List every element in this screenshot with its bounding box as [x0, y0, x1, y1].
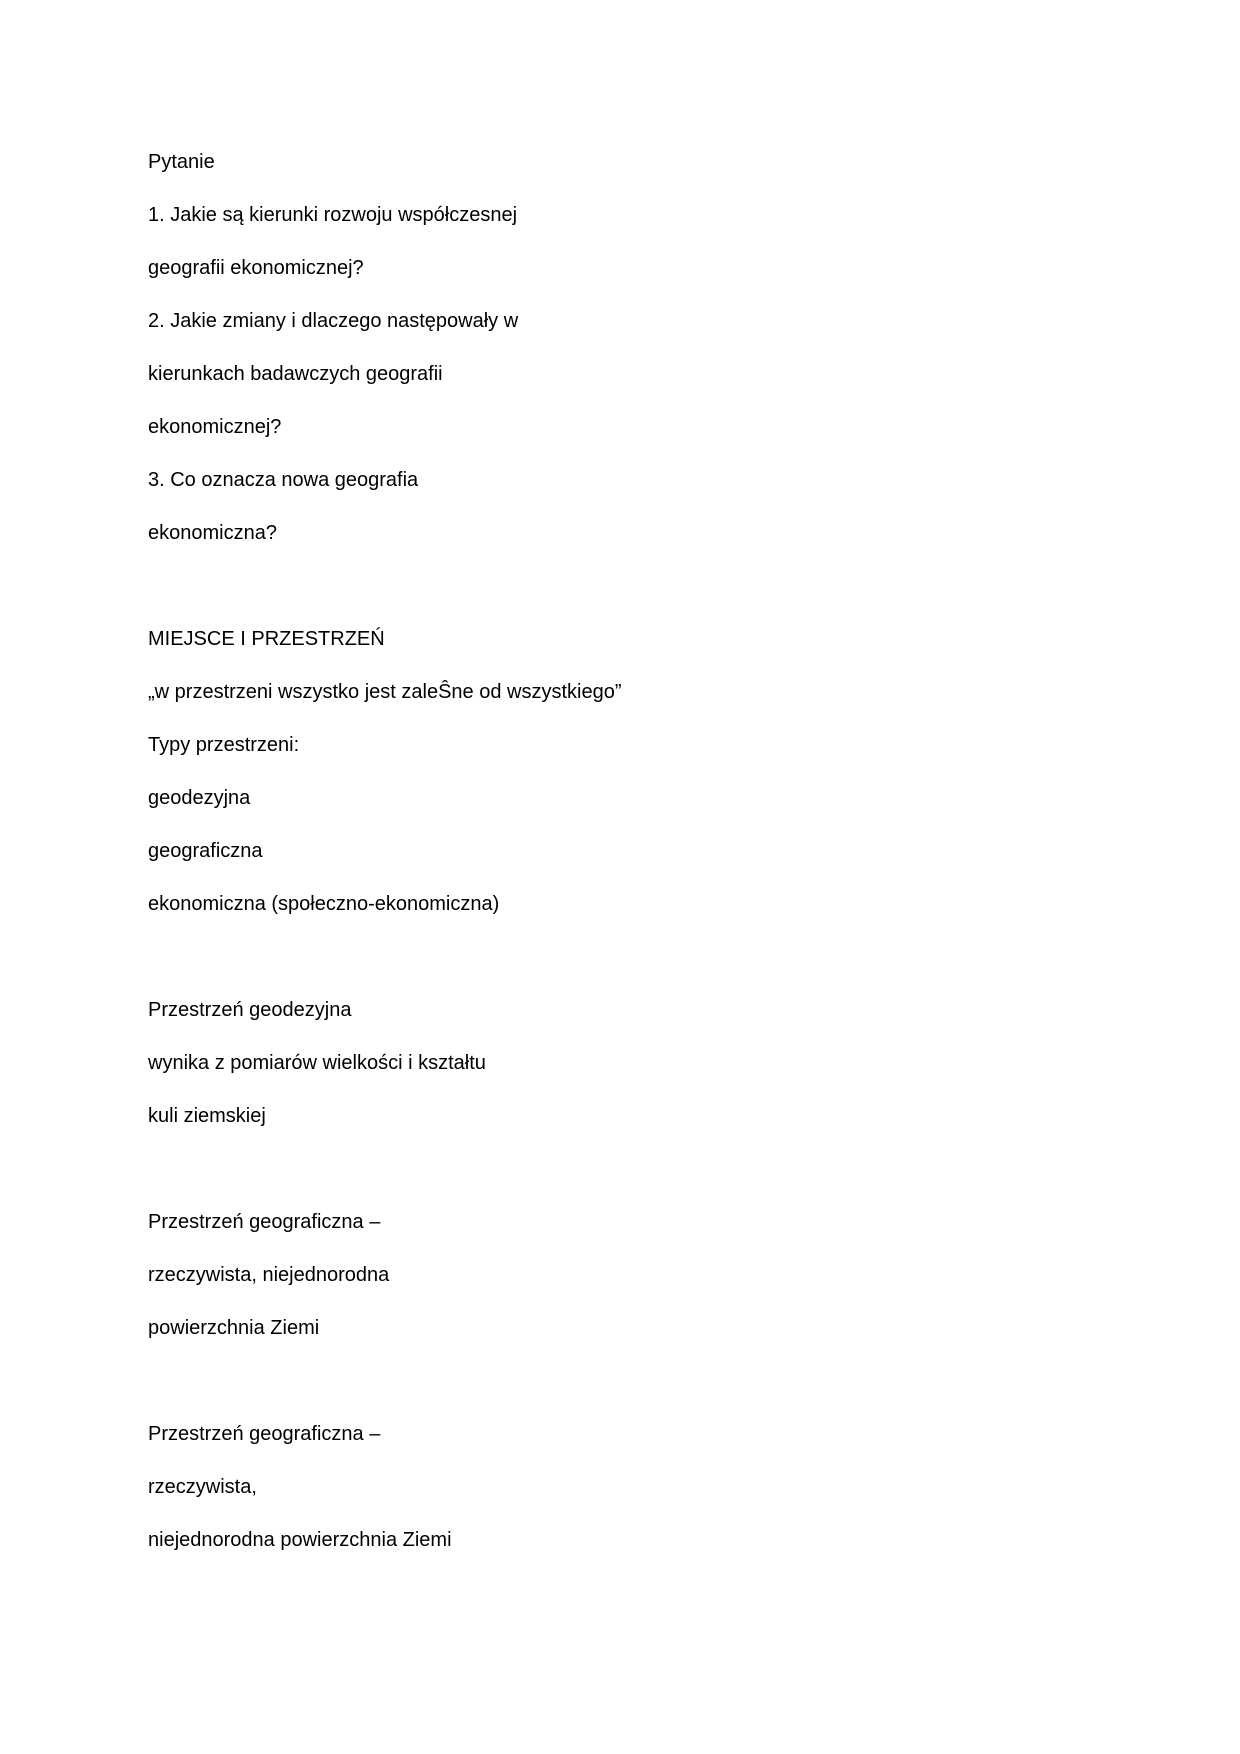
types-label: Typy przestrzeni: [148, 734, 300, 756]
question-2-line-3: ekonomicznej? [148, 416, 282, 438]
question-2-line-1: 2. Jakie zmiany i dlaczego następowały w [148, 310, 519, 332]
question-1-line-2: geografii ekonomicznej? [148, 257, 364, 279]
quote-line: „w przestrzeni wszystko jest zaleŜne od wszystkiego” [148, 681, 622, 703]
question-2-line-2: kierunkach badawczych geografii [148, 363, 443, 385]
section-heading-geograficzna-1: Przestrzeń geograficzna – [148, 1211, 381, 1233]
type-item-geograficzna: geograficzna [148, 840, 263, 862]
geograficzna-1-line-1: rzeczywista, niejednorodna [148, 1264, 390, 1286]
geograficzna-2-line-2: niejednorodna powierzchnia Ziemi [148, 1529, 452, 1551]
geograficzna-2-line-1: rzeczywista, [148, 1476, 257, 1498]
geodezyjna-line-1: wynika z pomiarów wielkości i kształtu [148, 1052, 486, 1074]
section-heading-geodezyjna: Przestrzeń geodezyjna [148, 999, 352, 1021]
question-1-line-1: 1. Jakie są kierunki rozwoju współczesnej [148, 204, 518, 226]
type-item-ekonomiczna: ekonomiczna (społeczno-ekonomiczna) [148, 893, 500, 915]
question-3-line-2: ekonomiczna? [148, 522, 277, 544]
type-item-geodezyjna: geodezyjna [148, 787, 251, 809]
geograficzna-1-line-2: powierzchnia Ziemi [148, 1317, 320, 1339]
section-heading-miejsce: MIEJSCE I PRZESTRZEŃ [148, 628, 385, 650]
question-3-line-1: 3. Co oznacza nowa geografia [148, 469, 419, 491]
section-heading-pytanie: Pytanie [148, 151, 215, 173]
section-heading-geograficzna-2: Przestrzeń geograficzna – [148, 1423, 381, 1445]
geodezyjna-line-2: kuli ziemskiej [148, 1105, 266, 1127]
